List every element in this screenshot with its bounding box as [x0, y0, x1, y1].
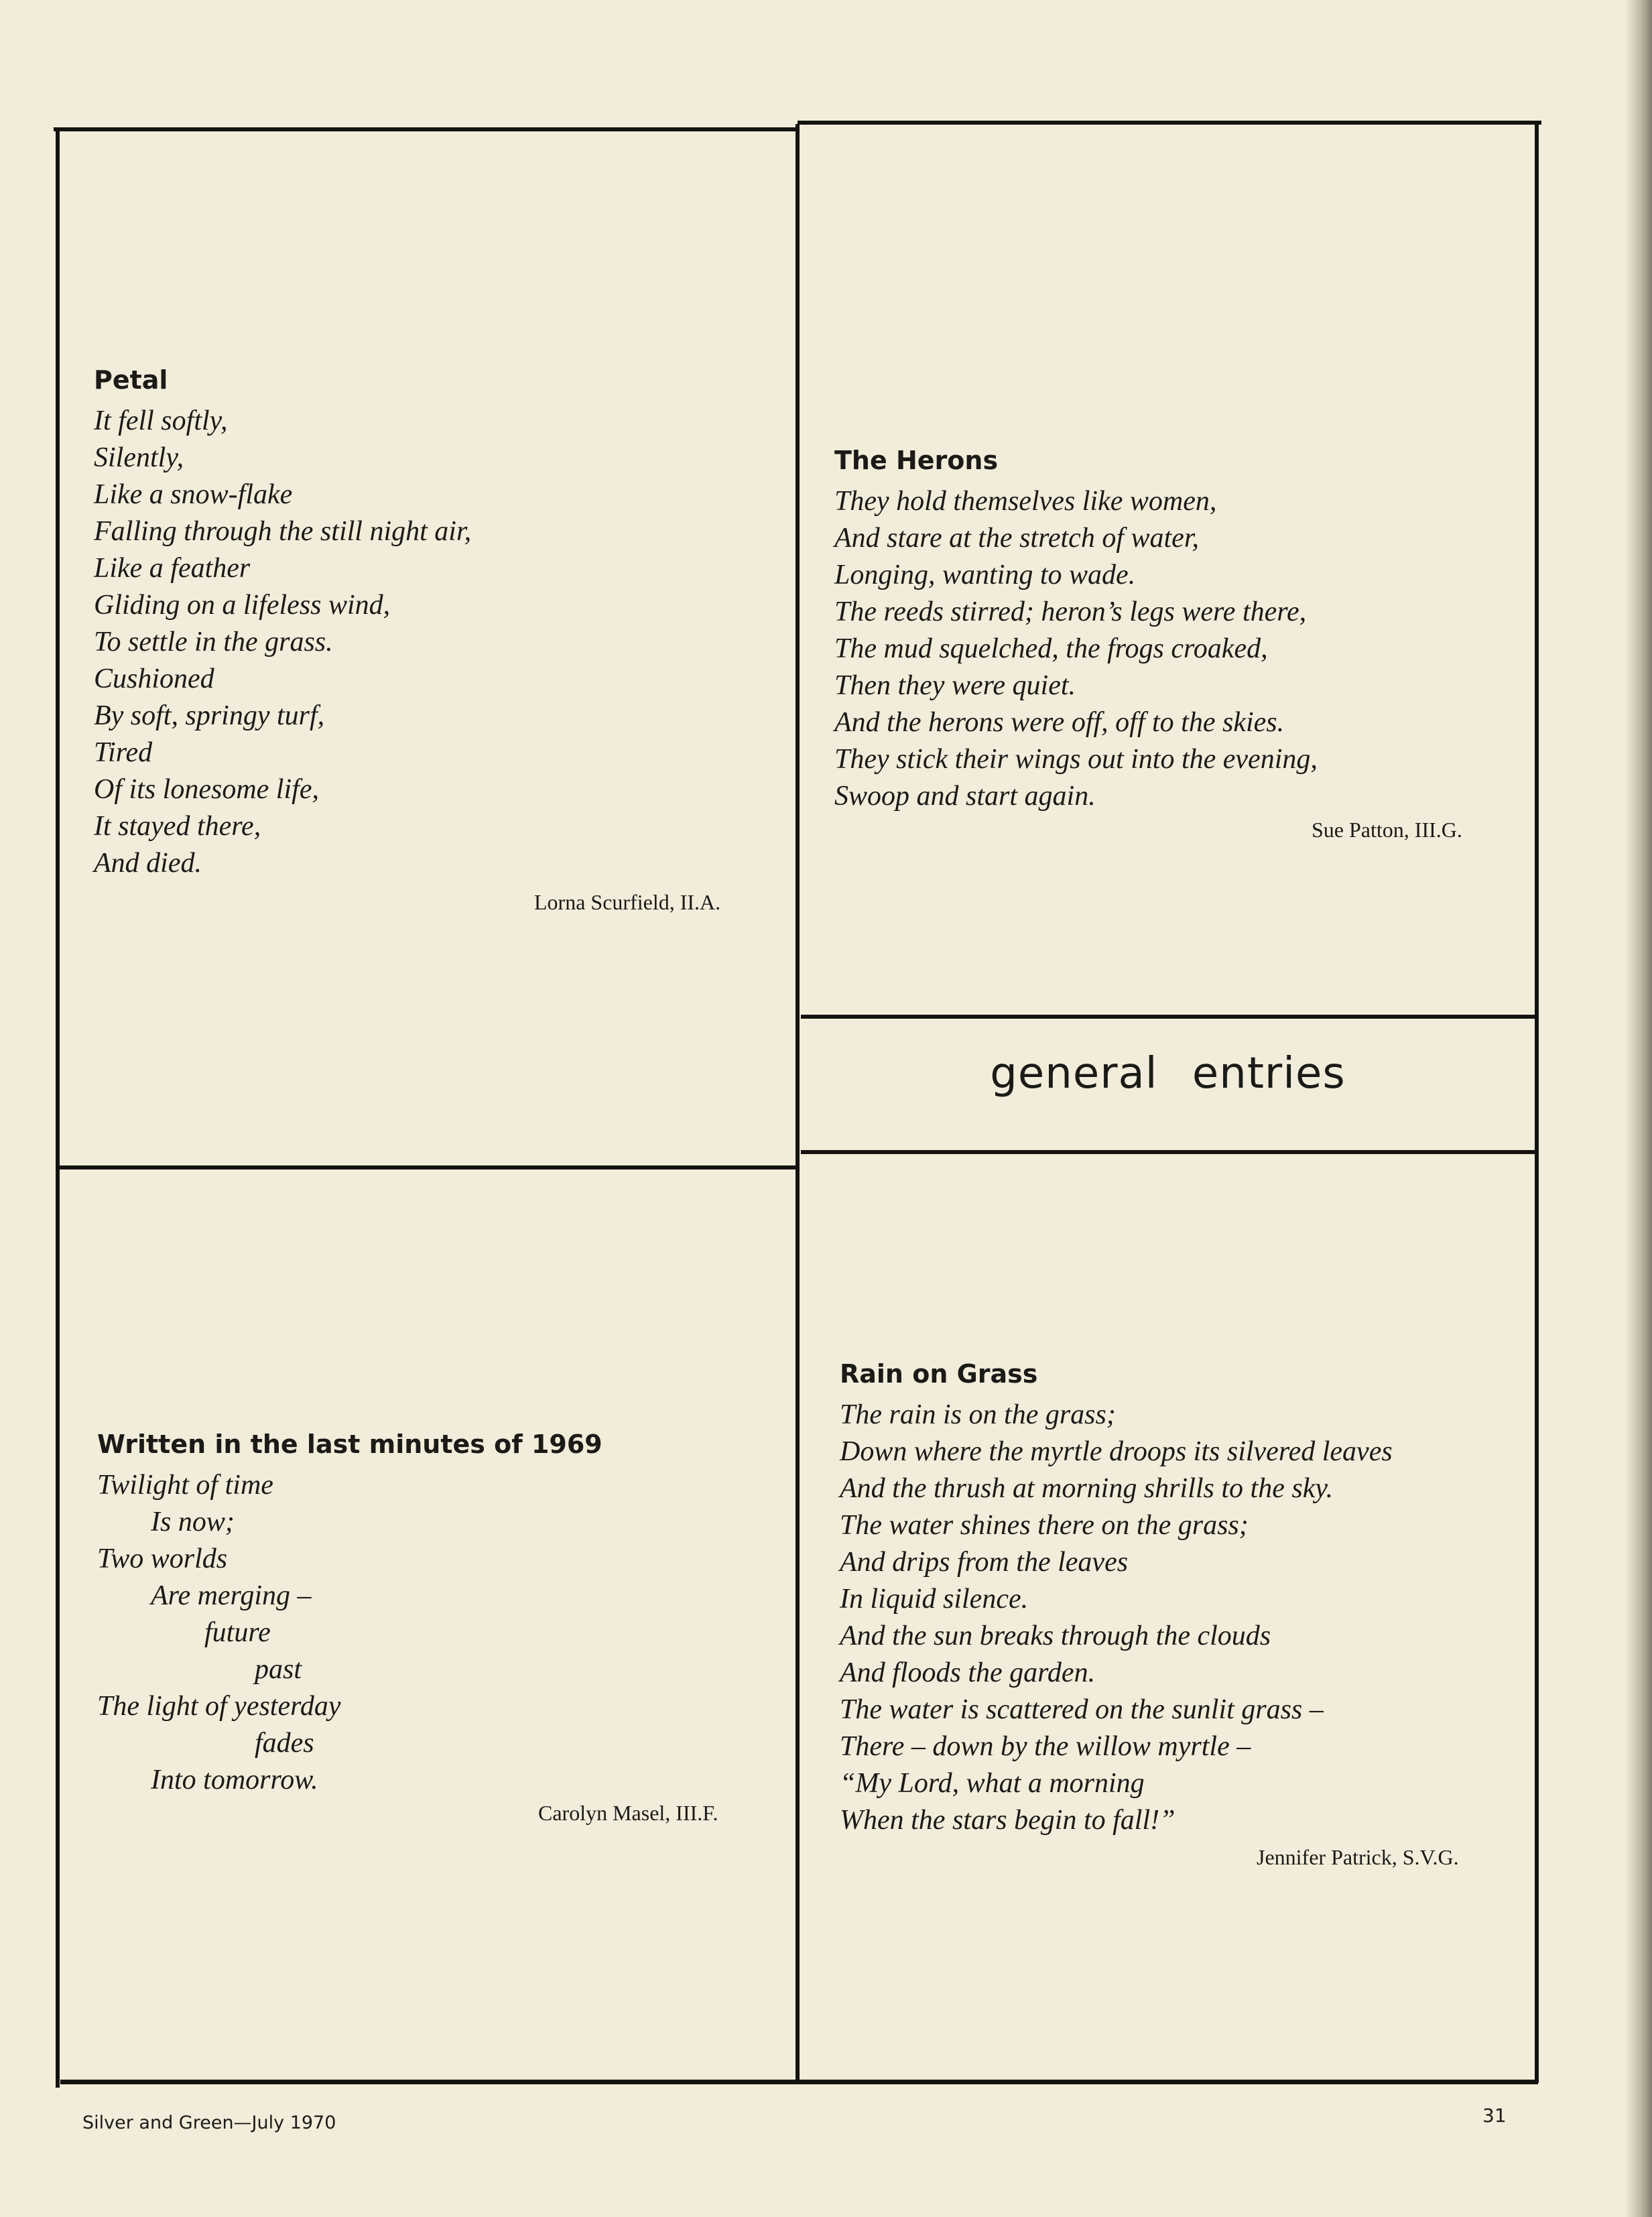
poem-author: Lorna Scurfield, II.A. [534, 890, 721, 914]
section-heading-top-rule [801, 1015, 1535, 1019]
poem-line: Longing, wanting to wade. [834, 560, 1136, 590]
poem-line: And stare at the stretch of water, [834, 523, 1200, 554]
frame-right-rule [1535, 121, 1539, 2083]
poem-line: And died. [94, 848, 202, 879]
poem-line: And floods the garden. [840, 1657, 1096, 1688]
poem-line: Then they were quiet. [834, 670, 1076, 701]
frame-top-rule-left [54, 127, 798, 131]
frame-center-vertical-rule [796, 124, 800, 2081]
poem-line: Silently, [94, 442, 184, 473]
poem-line: They stick their wings out into the evening, [834, 744, 1318, 775]
poem-lines [840, 1397, 1393, 1839]
poem-author: Sue Patton, III.G. [1312, 818, 1462, 842]
poem-line: “My Lord, what a morning [840, 1768, 1145, 1799]
poem-line: Into tomorrow. [151, 1765, 318, 1795]
poem-line: Like a snow-flake [94, 479, 293, 510]
poem-the-herons [834, 446, 1318, 815]
frame-middle-horizontal-rule [59, 1165, 796, 1169]
poem-line: And the sun breaks through the clouds [840, 1621, 1271, 1651]
poem-line: fades [255, 1728, 314, 1759]
footer-publication: Silver and Green—July 1970 [82, 2112, 336, 2133]
poem-lines [94, 403, 471, 882]
poem-rain-on-grass [840, 1359, 1393, 1839]
poem-line: When the stars begin to fall!” [840, 1805, 1176, 1836]
poem-line: The mud squelched, the frogs croaked, [834, 633, 1268, 664]
poem-line: By soft, springy turf, [94, 700, 325, 731]
poem-line: Two worlds [97, 1543, 228, 1574]
section-heading: general entries [990, 1049, 1346, 1098]
poem-title: The Herons [834, 446, 999, 475]
poem-petal [94, 365, 471, 882]
poem-line: And the thrush at morning shrills to the sky. [840, 1473, 1334, 1504]
poem-line: There – down by the willow myrtle – [840, 1731, 1251, 1762]
poem-line: And drips from the leaves [840, 1547, 1129, 1578]
poem-line: Is now; [151, 1507, 235, 1537]
poem-line: Gliding on a lifeless wind, [94, 590, 391, 621]
page-number: 31 [1482, 2104, 1507, 2127]
poem-line: Swoop and start again. [834, 781, 1096, 812]
poem-line: The rain is on the grass; [840, 1399, 1116, 1430]
poem-line: The water is scattered on the sunlit grass – [840, 1694, 1324, 1725]
poem-line: Twilight of time [97, 1470, 273, 1501]
poem-title: Petal [94, 365, 168, 395]
poem-line: It stayed there, [94, 811, 261, 842]
section-heading-bottom-rule [801, 1150, 1535, 1154]
poem-line: The light of yesterday [97, 1691, 341, 1722]
poem-line: Cushioned [94, 663, 214, 694]
poem-line: Of its lonesome life, [94, 774, 319, 805]
poem-author: Carolyn Masel, III.F. [538, 1801, 718, 1825]
poem-line: Tired [94, 737, 153, 768]
poem-title: Rain on Grass [840, 1359, 1038, 1389]
poem-line: They hold themselves like women, [834, 486, 1217, 517]
poem-lines [834, 483, 1318, 815]
poem-line: Falling through the still night air, [94, 516, 472, 547]
poem-line: future [204, 1617, 271, 1648]
poem-title: Written in the last minutes of 1969 [97, 1430, 602, 1459]
poem-line: In liquid silence. [840, 1584, 1029, 1614]
poem-line: And the herons were off, off to the skies. [834, 707, 1285, 738]
poem-line: The water shines there on the grass; [840, 1510, 1249, 1541]
poem-line: Like a feather [94, 553, 251, 584]
frame-left-rule [56, 127, 60, 2088]
poem-line: Are merging – [151, 1580, 312, 1611]
poem-author: Jennifer Patrick, S.V.G. [1257, 1845, 1459, 1869]
frame-top-rule-right [798, 121, 1541, 125]
poem-line: To settle in the grass. [94, 627, 333, 657]
poem-line: Down where the myrtle droops its silvered leaves [840, 1436, 1393, 1467]
poem-line: past [255, 1654, 302, 1685]
poem-line: It fell softly, [94, 405, 228, 436]
poem-line: The reeds stirred; heron’s legs were there, [834, 596, 1307, 627]
poem-written-in-the-last-minutes-of-1969 [97, 1430, 602, 1799]
poem-lines [97, 1467, 602, 1799]
